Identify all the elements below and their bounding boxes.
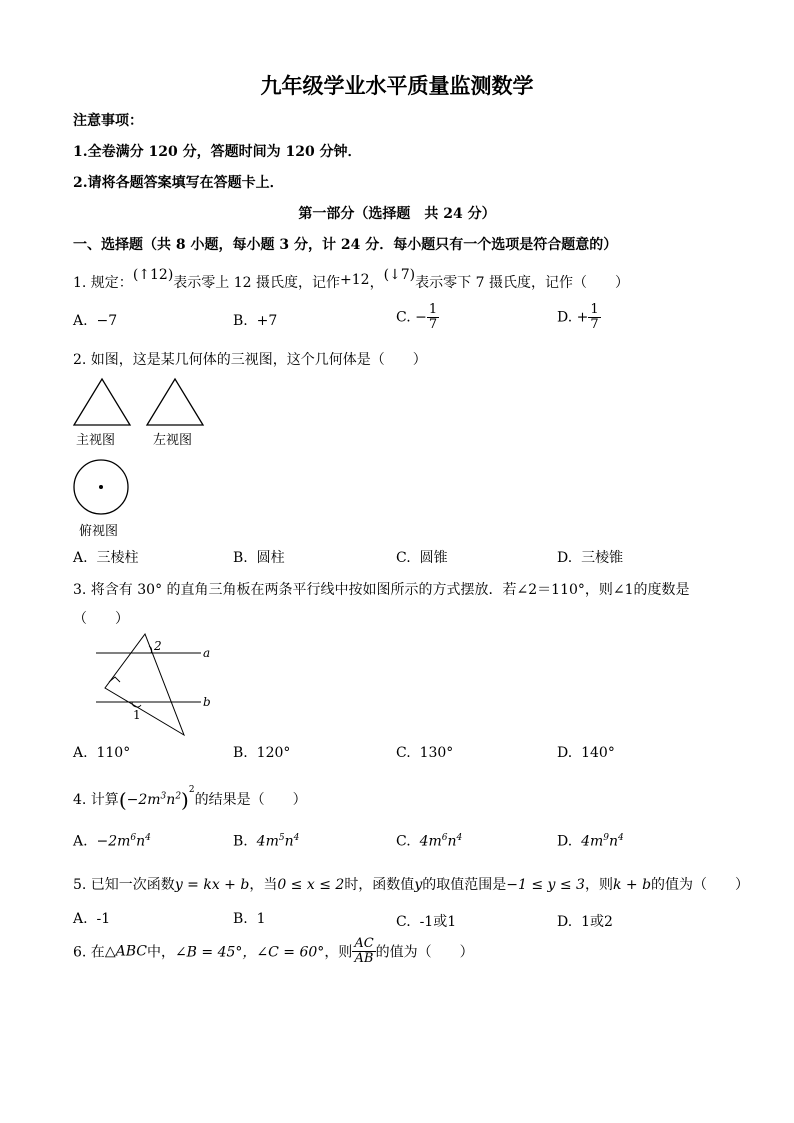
q1-option-c[interactable]: C. − $\frac{1}{7}$ (396, 302, 438, 332)
set-square-triangle (105, 634, 184, 735)
angle-2-label: 2 (154, 639, 162, 653)
question-5: 5. 已知一次函数y = kx + b，当0 ≤ x ≤ 2时，函数值y的取值范围是−1 ≤ y ≤ 3，则k + b的值为（ ） (73, 877, 750, 893)
q2-option-d[interactable]: D. 三棱锥 (557, 550, 624, 566)
q2-option-b[interactable]: B. 圆柱 (233, 550, 285, 566)
angle-1-label: 1 (133, 708, 141, 722)
q3-option-a[interactable]: A. 110° (73, 745, 131, 761)
q1-option-b[interactable]: B. +7 (233, 313, 278, 329)
notice-item-2: 2.请将各题答案填写在答题卡上． (73, 175, 284, 191)
q2-left-view-figure (145, 377, 207, 429)
q2-front-view-figure (72, 377, 134, 429)
q6-fraction: $\frac{AC}{AB}$ (354, 936, 374, 966)
q3-figure (96, 632, 226, 738)
q1-symbol-up: (↑12) (132, 267, 174, 283)
q5-function: y = kx + b (174, 877, 250, 893)
q5-range-y: −1 ≤ y ≤ 3 (506, 877, 585, 893)
q2-option-c[interactable]: C. 圆锥 (396, 550, 448, 566)
q4-option-c[interactable]: C. $4m^6n^4$ (396, 833, 463, 850)
q4-expression: $-2m^3n^2$ (126, 791, 182, 808)
question-2: 2. 如图，这是某几何体的三视图，这个几何体是（ ） (73, 352, 427, 368)
q1-option-a[interactable]: A. −7 (73, 313, 118, 329)
q1-option-d-fraction: $\frac{1}{7}$ (590, 302, 599, 332)
right-angle-mark (109, 677, 120, 682)
q1-prefix: 1. 规定： (73, 275, 133, 291)
q1-text-2: 表示零下 7 摄氏度，记作（ ） (415, 275, 629, 291)
q1-symbol-down: (↓7) (383, 267, 416, 283)
q1-option-c-fraction: $\frac{1}{7}$ (428, 302, 438, 332)
q3-option-c[interactable]: C. 130° (396, 745, 454, 761)
q5-option-c[interactable]: C. -1或1 (396, 914, 457, 930)
question-3-paren: （ ） (73, 611, 129, 627)
q5-option-b[interactable]: B. 1 (233, 911, 266, 927)
q1-value-1: +12 (340, 272, 370, 288)
q1-text-1: 表示零上 12 摄氏度，记作 (173, 275, 341, 291)
line-a-label: a (203, 646, 211, 660)
q3-option-d[interactable]: D. 140° (557, 745, 615, 761)
top-view-center-dot (99, 485, 103, 489)
q4-option-a[interactable]: A. $-2m^6n^4$ (73, 833, 151, 850)
q4-option-d[interactable]: D. $4m^9n^4$ (557, 833, 624, 850)
notice-heading: 注意事项： (73, 113, 143, 129)
page-title: 九年级学业水平质量监测数学 (260, 73, 534, 98)
question-4: 4. 计算$(-2m^3n^2)^2$的结果是（ ） (73, 785, 307, 812)
front-view-triangle (74, 379, 130, 425)
question-3: 3. 将含有 30° 的直角三角板在两条平行线中按如图所示的方式摆放．若∠2＝110°，则∠1的度数是 (73, 582, 690, 598)
angle-2-arc (149, 646, 152, 653)
line-b-label: b (203, 695, 211, 709)
question-6: 6. 在△ABC中，∠B = 45°，∠C = 60°，则 $\frac{AC}{AB}$ 的值为（ ） (73, 936, 474, 966)
q2-caption-left: 左视图 (153, 433, 193, 448)
q6-triangle: △ABC (104, 943, 147, 960)
q2-caption-top: 俯视图 (79, 524, 119, 539)
section-one-heading: 一、选择题（共 8 小题，每小题 3 分，计 24 分．每小题只有一个选项是符合题意的） (73, 237, 618, 253)
q5-range-x: 0 ≤ x ≤ 2 (277, 877, 345, 893)
q2-caption-front: 主视图 (76, 433, 116, 448)
q5-option-a[interactable]: A. -1 (73, 911, 111, 927)
left-view-triangle (147, 379, 203, 425)
part-one-heading: 第一部分（选择题 共 24 分） (298, 206, 496, 222)
q4-option-b[interactable]: B. $4m^5n^4$ (233, 833, 300, 850)
q2-top-view-figure (72, 459, 132, 519)
q6-angles: ∠B = 45°，∠C = 60° (174, 944, 325, 961)
q3-option-b[interactable]: B. 120° (233, 745, 291, 761)
q1-option-d[interactable]: D. + $\frac{1}{7}$ (557, 302, 599, 332)
q2-option-a[interactable]: A. 三棱柱 (73, 550, 139, 566)
notice-item-1: 1.全卷满分 120 分，答题时间为 120 分钟． (73, 144, 362, 160)
q5-option-d[interactable]: D. 1或2 (557, 914, 613, 930)
question-1: 1. 规定：(↑12)表示零上 12 摄氏度，记作+12，(↓7)表示零下 7 摄氏度，记作（ ） (73, 267, 629, 291)
